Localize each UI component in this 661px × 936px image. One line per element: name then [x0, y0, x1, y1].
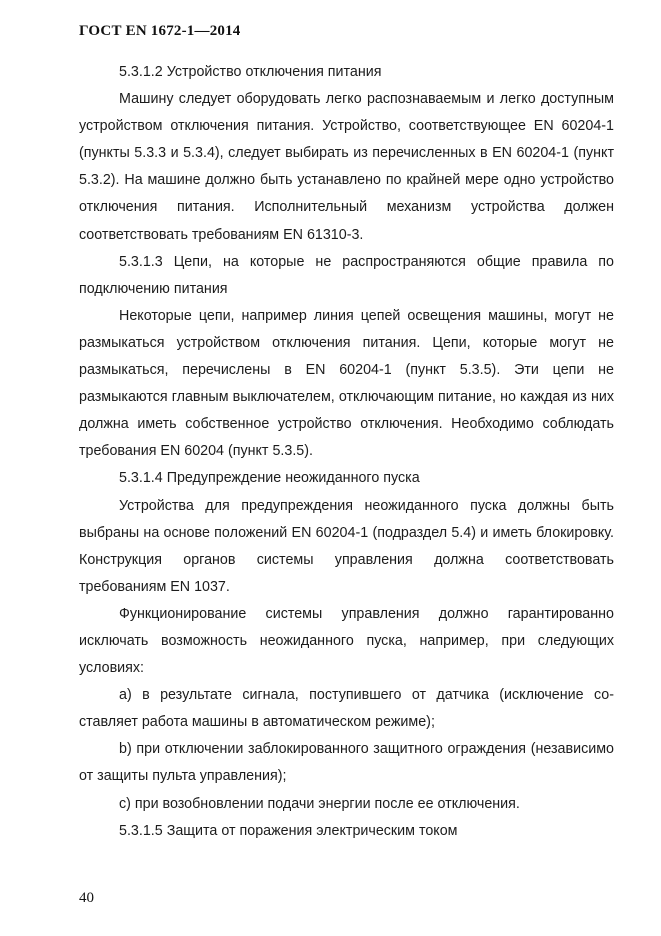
section-heading-5-3-1-5: 5.3.1.5 Защита от поражения электрическим током: [119, 822, 458, 839]
page-number: 40: [79, 890, 94, 906]
paragraph: Машину следует оборудовать легко распознаваемым и легко доступным устройством отключения питания. Устройство, соответствующее EN 60204-1 (пункты 5.3.3 и 5.3.4), следует выбирать из перечисленных в EN 60204-1 (пункт 5.3.2). На машине должно быть устанавлено по крайней мере одно устройство отключения питания. Исполнительный механизм устройства должен соответствовать требованиям EN 61310-3.: [79, 91, 614, 243]
document-code-header: ГОСТ EN 1672-1—2014: [79, 23, 241, 39]
list-item-b: b) при отключении заблокированного защитного ограждения (независимо от защиты пульта управления);: [79, 741, 614, 785]
section-heading-5-3-1-3: 5.3.1.3 Цепи, на которые не распространяются общие правила по подключению питания: [79, 253, 614, 297]
paragraph: Некоторые цепи, например линия цепей освещения машины, могут не размыкаться устройством отключения питания. Цепи, которые могут не размыкаться, перечислены в EN 60204-1 (пункт 5.3.5). Эти цепи не размыкаются главным выключателем, отключающим питание, но каждая из них должна иметь собственное устройство отключения. Необходимо соблюдать требования EN 60204 (пункт 5.3.5).: [79, 307, 614, 460]
list-item-a: a) в результате сигнала, поступившего от датчика (исключение составляет работа машины в автоматическом режиме);: [79, 687, 614, 731]
paragraph: Функционирование системы управления должно гарантированно исключать возможность неожиданного пуска, например, при следующих условиях:: [79, 605, 614, 677]
section-heading-5-3-1-4: 5.3.1.4 Предупреждение неожиданного пуска: [119, 470, 420, 487]
section-heading-5-3-1-2: 5.3.1.2 Устройство отключения питания: [119, 64, 382, 80]
list-item-c: c) при возобновлении подачи энергии после ее отключения.: [119, 795, 520, 812]
paragraph: Устройства для предупреждения неожиданного пуска должны быть выбраны на основе положений EN 60204-1 (подраздел 5.4) и иметь блокировку. Конструкция органов системы управления должна соответствовать требованиям EN 1037.: [79, 497, 614, 595]
document-body: [79, 59, 614, 845]
